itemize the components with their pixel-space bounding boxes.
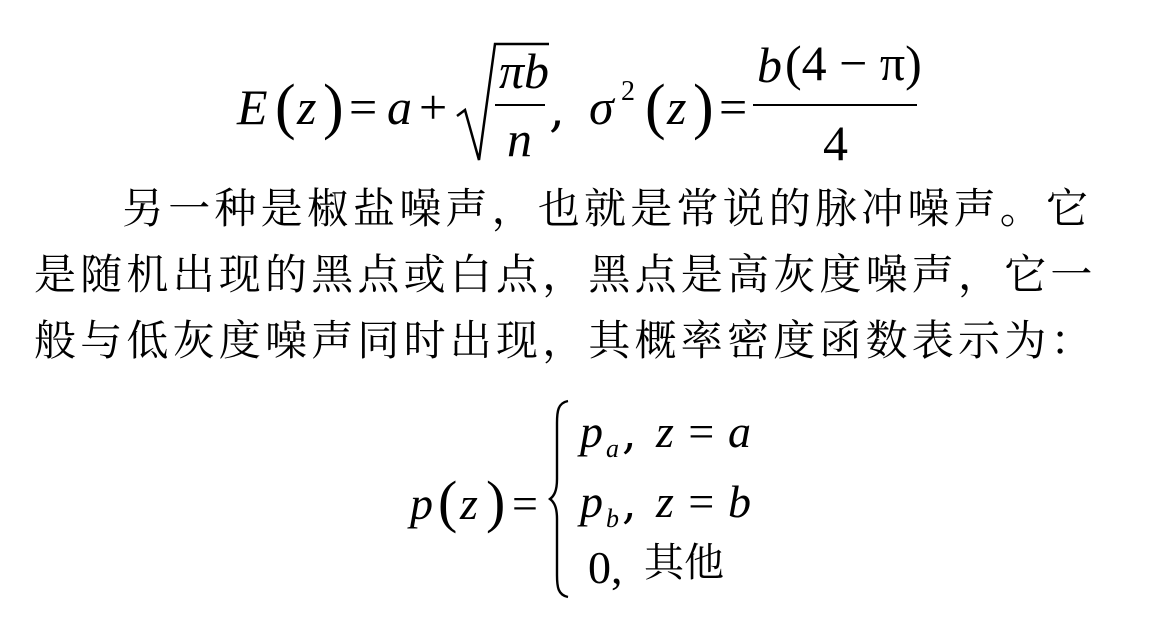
symbol-E: E bbox=[237, 79, 268, 135]
sigma-exponent: 2 bbox=[621, 76, 635, 107]
left-paren: ( bbox=[275, 73, 296, 141]
right-paren: ) bbox=[323, 73, 344, 141]
formula-probability-density bbox=[410, 395, 770, 605]
variable-z: z bbox=[460, 478, 478, 529]
case-condition: z = b bbox=[656, 476, 751, 527]
fraction-bar bbox=[753, 104, 917, 106]
fraction-denominator: 4 bbox=[823, 115, 848, 171]
right-paren-2: ) bbox=[693, 73, 714, 141]
subscript-a: a bbox=[606, 434, 619, 463]
left-paren: ( bbox=[438, 469, 458, 534]
equals-sign: = bbox=[512, 478, 538, 529]
plus-sign: + bbox=[419, 79, 448, 135]
variable-z-2: z bbox=[667, 79, 687, 135]
case-comma: , bbox=[622, 475, 637, 529]
case-p: p bbox=[580, 406, 603, 457]
case-condition-other: 其他 bbox=[644, 540, 724, 586]
left-paren-2: ( bbox=[645, 73, 666, 141]
right-paren: ) bbox=[486, 469, 506, 534]
paragraph-line: 另一种是椒盐噪声，也就是常说的脉冲噪声。它 bbox=[122, 184, 1093, 233]
equals-sign-2: = bbox=[719, 79, 748, 135]
sqrt-numerator: πb bbox=[499, 43, 550, 99]
subscript-b: b bbox=[606, 504, 619, 533]
case-comma: , bbox=[622, 405, 637, 459]
paragraph-line: 般与低灰度噪声同时出现，其概率密度函数表示为： bbox=[34, 316, 1097, 365]
symbol-sigma: σ bbox=[589, 79, 614, 135]
symbol-p: p bbox=[410, 478, 433, 529]
paragraph-line: 是随机出现的黑点或白点，黑点是高灰度噪声，它一 bbox=[34, 250, 1097, 299]
fraction-numerator-paren: (4 − π) bbox=[785, 35, 922, 91]
sqrt-denominator: n bbox=[507, 111, 532, 167]
comma: , bbox=[549, 80, 565, 138]
case-condition: z = a bbox=[656, 406, 751, 457]
fraction-numerator-b: b bbox=[757, 37, 782, 93]
sqrt-fraction-bar bbox=[495, 104, 545, 106]
symbol-a: a bbox=[387, 79, 412, 135]
left-brace-icon bbox=[548, 399, 572, 599]
case-value-zero: 0, bbox=[588, 542, 623, 593]
case-p: p bbox=[580, 476, 603, 527]
formula-expectation-variance bbox=[237, 32, 927, 172]
variable-z: z bbox=[297, 79, 317, 135]
equals-sign: = bbox=[349, 79, 378, 135]
